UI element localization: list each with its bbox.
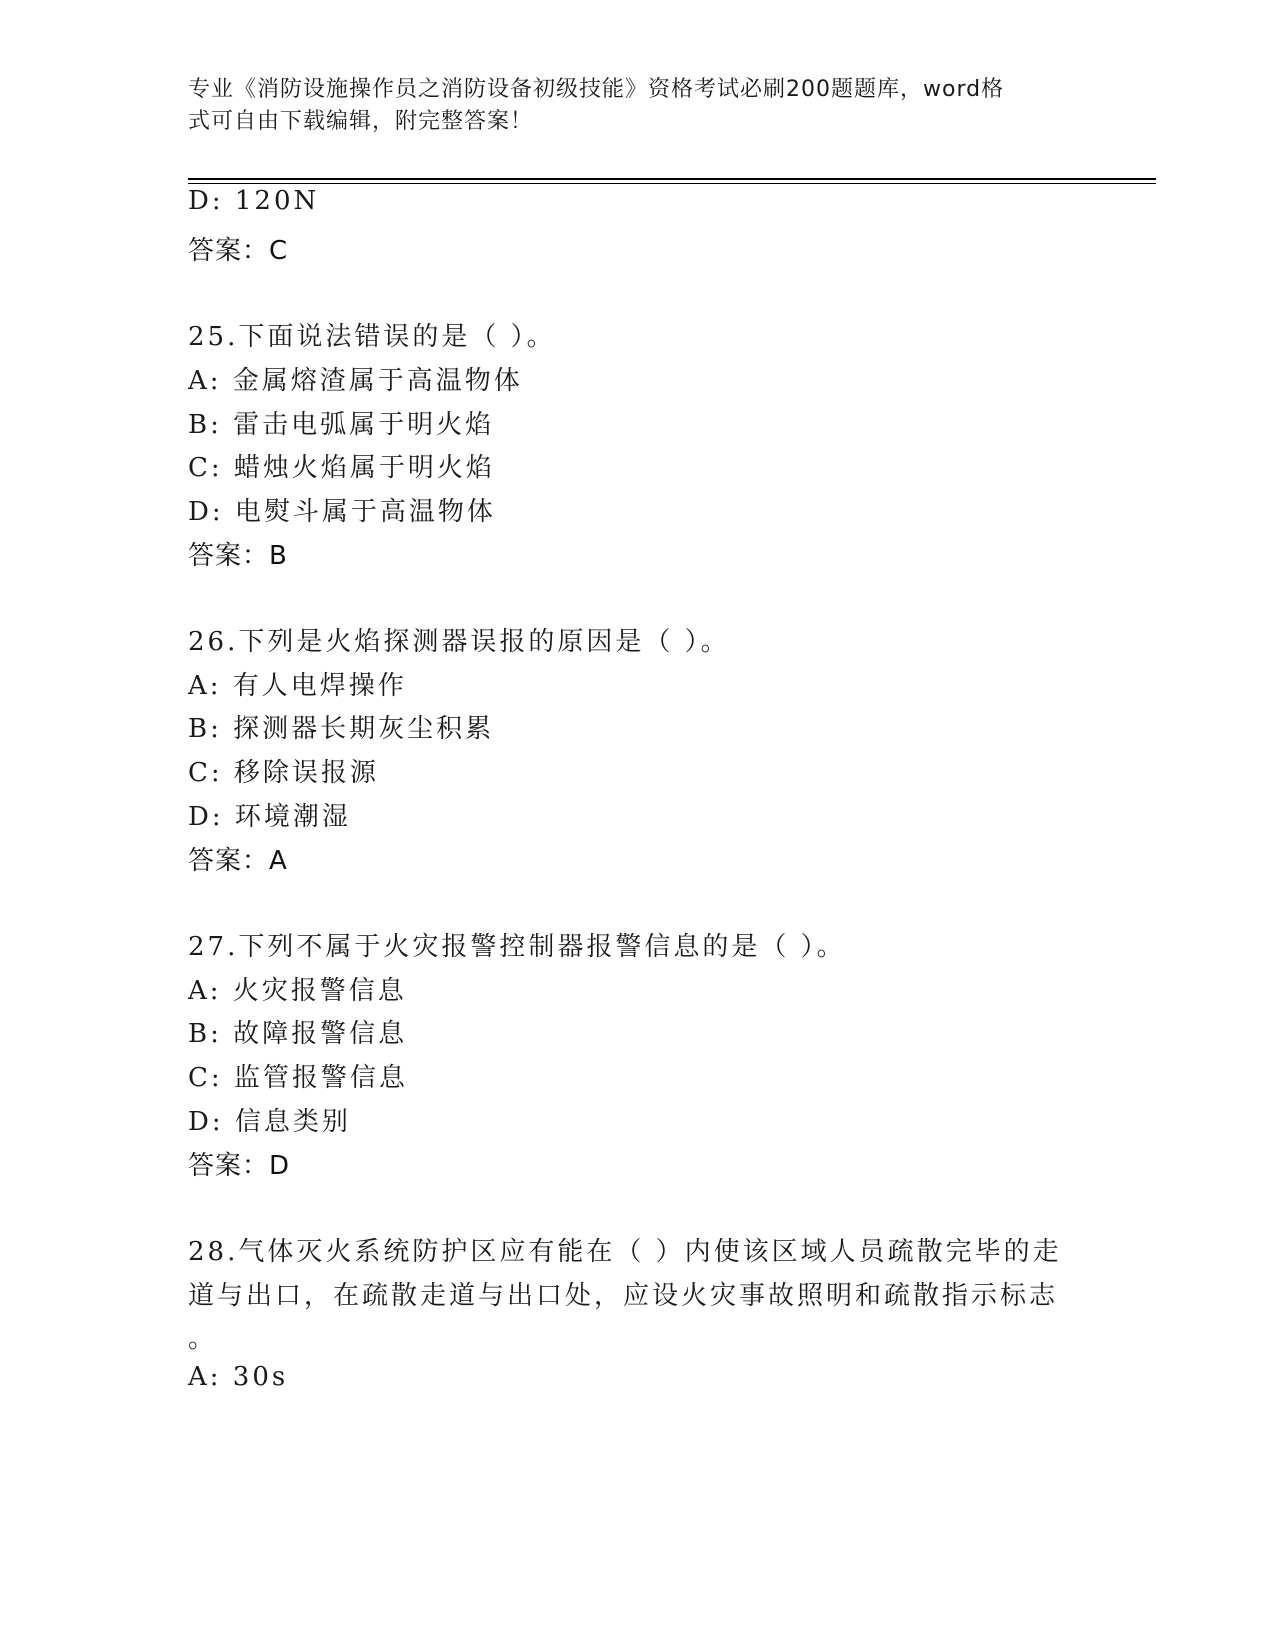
q25-option-c: C: 蜡烛火焰属于明火焰 xyxy=(188,453,495,483)
q27-answer: 答案：D xyxy=(188,1151,291,1181)
q27-option-c: C: 监管报警信息 xyxy=(188,1063,408,1093)
q26-stem: 26.下列是火焰探测器误报的原因是（ ）。 xyxy=(188,627,730,657)
q27-option-a: A: 火灾报警信息 xyxy=(188,976,407,1006)
prev-option-d: D: 120N xyxy=(188,186,320,216)
q27-option-d: D: 信息类别 xyxy=(188,1107,351,1137)
q25-option-d: D: 电熨斗属于高温物体 xyxy=(188,497,496,527)
q28-option-a: A: 30s xyxy=(188,1362,289,1392)
q26-option-d: D: 环境潮湿 xyxy=(188,802,351,832)
q27-option-b: B: 故障报警信息 xyxy=(188,1019,408,1049)
q26-option-b: B: 探测器长期灰尘积累 xyxy=(188,714,495,744)
q26-answer: 答案：A xyxy=(188,846,288,876)
q26-option-a: A: 有人电焊操作 xyxy=(188,671,407,701)
q25-option-b: B: 雷击电弧属于明火焰 xyxy=(188,410,495,440)
q25-answer: 答案：B xyxy=(188,541,288,571)
page-header xyxy=(188,74,1088,138)
prev-answer: 答案：C xyxy=(188,236,289,266)
q28-stem-line-3: 。 xyxy=(188,1324,218,1354)
header-line-2: 式可自由下载编辑，附完整答案！ xyxy=(188,109,534,134)
q26-option-c: C: 移除误报源 xyxy=(188,758,379,788)
q27-stem: 27.下列不属于火灾报警控制器报警信息的是（ ）。 xyxy=(188,932,846,962)
q28-stem-line-2: 道与出口，在疏散走道与出口处，应设火灾事故照明和疏散指示标志 xyxy=(188,1281,1059,1311)
header-line-1: 专业《消防设施操作员之消防设备初级技能》资格考试必刷200题题库，word格 xyxy=(188,77,1005,102)
header-divider-thin xyxy=(188,183,1156,184)
q28-stem-line-1: 28.气体灭火系统防护区应有能在（ ）内使该区域人员疏散完毕的走 xyxy=(188,1237,1062,1267)
q25-stem: 25.下面说法错误的是（ ）。 xyxy=(188,322,556,352)
q25-option-a: A: 金属熔渣属于高温物体 xyxy=(188,366,523,396)
header-divider-thick xyxy=(188,178,1156,180)
